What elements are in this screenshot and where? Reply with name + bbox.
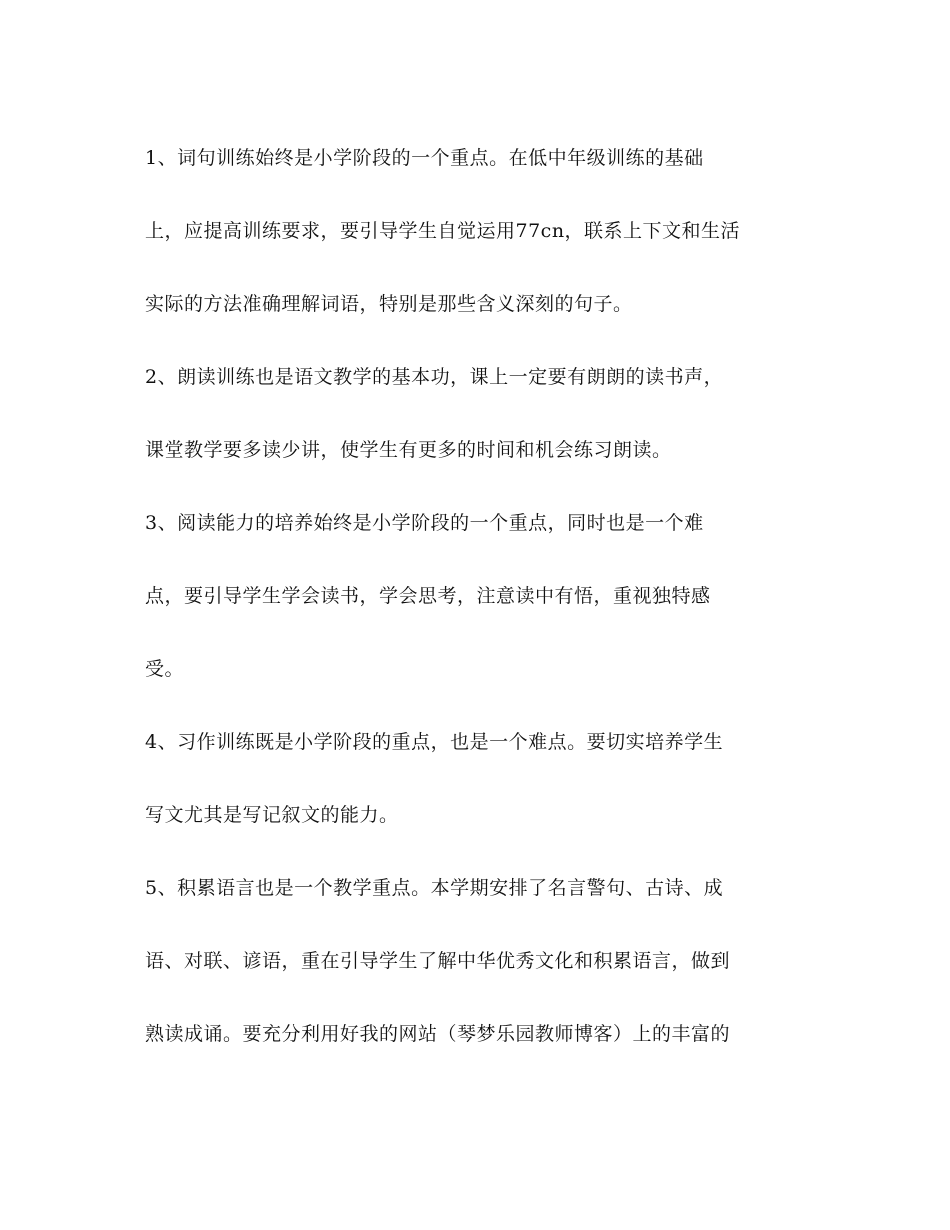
text-line: 语、对联、谚语，重在引导学生了解中华优秀文化和积累语言，做到: [145, 950, 731, 972]
text-line: 实际的方法准确理解词语，特别是那些含义深刻的句子。: [145, 293, 633, 315]
text-line: 3、阅读能力的培养始终是小学阶段的一个重点，同时也是一个难: [145, 512, 704, 534]
text-line: 2、朗读训练也是语文教学的基本功，课上一定要有朗朗的读书声，: [145, 366, 724, 388]
text-line: 4、习作训练既是小学阶段的重点，也是一个难点。要切实培养学生: [145, 731, 724, 753]
text-line: 1、词句训练始终是小学阶段的一个重点。在低中年级训练的基础: [145, 147, 704, 169]
text-line: 受。: [145, 658, 185, 680]
text-line: 上，应提高训练要求，要引导学生自觉运用77cn，联系上下文和生活: [145, 220, 741, 242]
text-line: 写文尤其是写记叙文的能力。: [145, 804, 399, 826]
text-line: 课堂教学要多读少讲，使学生有更多的时间和机会练习朗读。: [145, 439, 672, 461]
text-line: 点，要引导学生学会读书，学会思考，注意读中有悟，重视独特感: [145, 585, 711, 607]
text-line: 5、积累语言也是一个教学重点。本学期安排了名言警句、古诗、成: [145, 877, 724, 899]
document-body: [145, 138, 825, 1087]
text-line: 熟读成诵。要充分利用好我的网站（琴梦乐园教师博客）上的丰富的: [145, 1023, 731, 1045]
